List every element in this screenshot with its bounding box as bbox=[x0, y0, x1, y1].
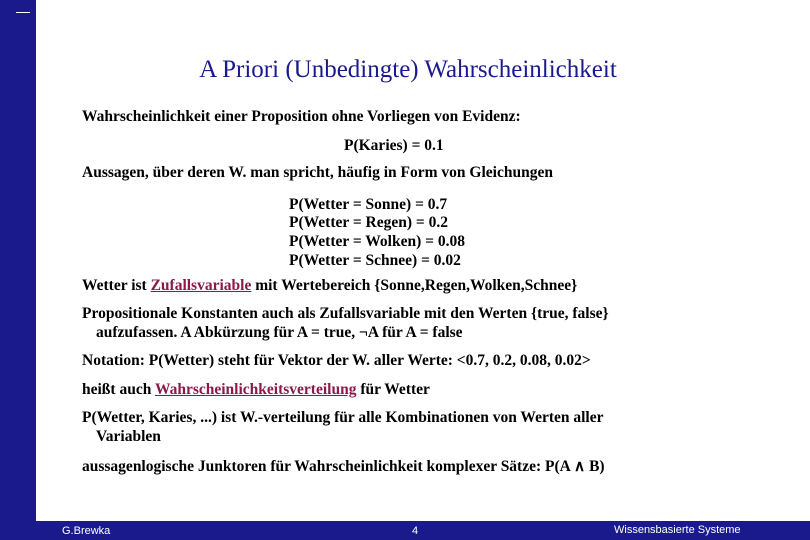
corner-mark bbox=[16, 12, 30, 13]
term-zufallsvariable: Zufallsvariable bbox=[150, 277, 252, 294]
text-line-propositional-2 bbox=[82, 324, 463, 342]
text-line-joint-1: P(Wetter, Karies, ...) ist W.-verteilung für alle Kombinationen von Werten aller bbox=[82, 409, 604, 426]
text-line-2: Aussagen, über deren W. man spricht, häufig in Form von Gleichungen bbox=[82, 164, 553, 181]
equation-schnee: P(Wetter = Schnee) = 0.02 bbox=[289, 252, 461, 269]
term-wahrscheinlichkeitsverteilung: Wahrscheinlichkeitsverteilung bbox=[154, 381, 357, 398]
text-line-1: Wahrscheinlichkeit einer Proposition ohne Vorliegen von Evidenz: bbox=[82, 108, 521, 125]
equation-wolken: P(Wetter = Wolken) = 0.08 bbox=[289, 233, 465, 250]
formula-karies: P(Karies) = 0.1 bbox=[344, 137, 444, 154]
text-segment: heißt auch bbox=[82, 381, 155, 398]
footer-bar bbox=[0, 521, 810, 540]
text-line-notation: Notation: P(Wetter) steht für Vektor der W. aller Werte: <0.7, 0.2, 0.08, 0.02> bbox=[82, 352, 591, 369]
footer-author: G.Brewka bbox=[62, 525, 111, 537]
text-line-junktoren: aussagenlogische Junktoren für Wahrscheinlichkeit komplexer Sätze: P(A ∧ B) bbox=[82, 458, 605, 475]
text-line-propositional-1: Propositionale Konstanten auch als Zufallsvariable mit den Werten {true, false} bbox=[82, 305, 609, 322]
equation-regen: P(Wetter = Regen) = 0.2 bbox=[289, 214, 448, 231]
slide-title: A Priori (Unbedingte) Wahrscheinlichkeit bbox=[199, 56, 617, 83]
text-line-verteilung bbox=[82, 381, 430, 399]
text-segment: Wetter ist bbox=[82, 277, 151, 294]
text-line-joint-2 bbox=[82, 428, 161, 446]
text-line-zufallsvariable bbox=[82, 277, 577, 295]
equation-sonne: P(Wetter = Sonne) = 0.7 bbox=[289, 196, 448, 213]
text-segment: für Wetter bbox=[356, 381, 430, 398]
footer-course-title: Wissensbasierte Systeme bbox=[614, 524, 741, 536]
text-segment: aufzufassen. A Abkürzung für A = true, ¬A für A = false bbox=[96, 324, 463, 341]
footer-page-number: 4 bbox=[412, 525, 419, 537]
text-segment: mit Wertebereich {Sonne,Regen,Wolken,Schnee} bbox=[251, 277, 578, 294]
text-segment: Variablen bbox=[96, 428, 161, 445]
